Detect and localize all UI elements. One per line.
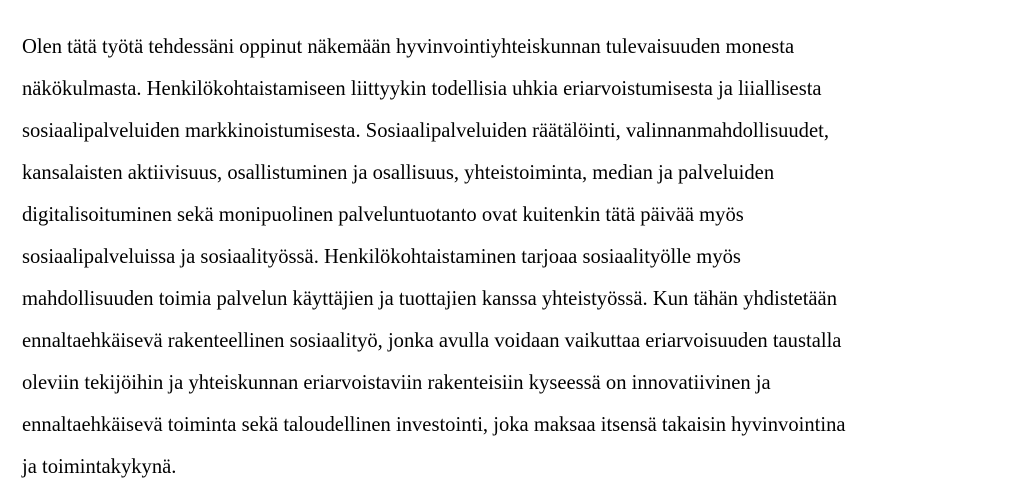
- document-page: [22, 26, 1012, 488]
- text-line-4: kansalaisten aktiivisuus, osallistuminen ja osallisuus, yhteistoiminta, median ja palveluiden: [22, 162, 775, 184]
- text-line-5: digitalisoituminen sekä monipuolinen palveluntuotanto ovat kuitenkin tätä päivää myös: [22, 204, 744, 226]
- text-line-8: ennaltaehkäisevä rakenteellinen sosiaalityö, jonka avulla voidaan vaikuttaa eriarvoisuuden taustalla: [22, 330, 842, 352]
- text-line-9: oleviin tekijöihin ja yhteiskunnan eriarvoistaviin rakenteisiin kyseessä on innovatiivinen ja: [22, 372, 771, 394]
- body-paragraph: [22, 26, 1012, 488]
- text-line-6: sosiaalipalveluissa ja sosiaalityössä. Henkilökohtaistaminen tarjoaa sosiaalityölle myös: [22, 246, 741, 268]
- text-line-1: Olen tätä työtä tehdessäni oppinut näkemään hyvinvointiyhteiskunnan tulevaisuuden monesta: [22, 36, 795, 58]
- text-line-10: ennaltaehkäisevä toiminta sekä taloudellinen investointi, joka maksaa itsensä takaisin hyvinvointina: [22, 414, 846, 436]
- text-line-7: mahdollisuuden toimia palvelun käyttäjien ja tuottajien kanssa yhteistyössä. Kun tähän yhdistetään: [22, 288, 837, 310]
- text-line-11: ja toimintakykynä.: [22, 456, 177, 478]
- text-line-3: sosiaalipalveluiden markkinoistumisesta. Sosiaalipalveluiden räätälöinti, valinnanmahdollisuudet,: [22, 120, 829, 142]
- text-line-2: näkökulmasta. Henkilökohtaistamiseen liittyykin todellisia uhkia eriarvoistumisesta ja liiallisesta: [22, 78, 822, 100]
